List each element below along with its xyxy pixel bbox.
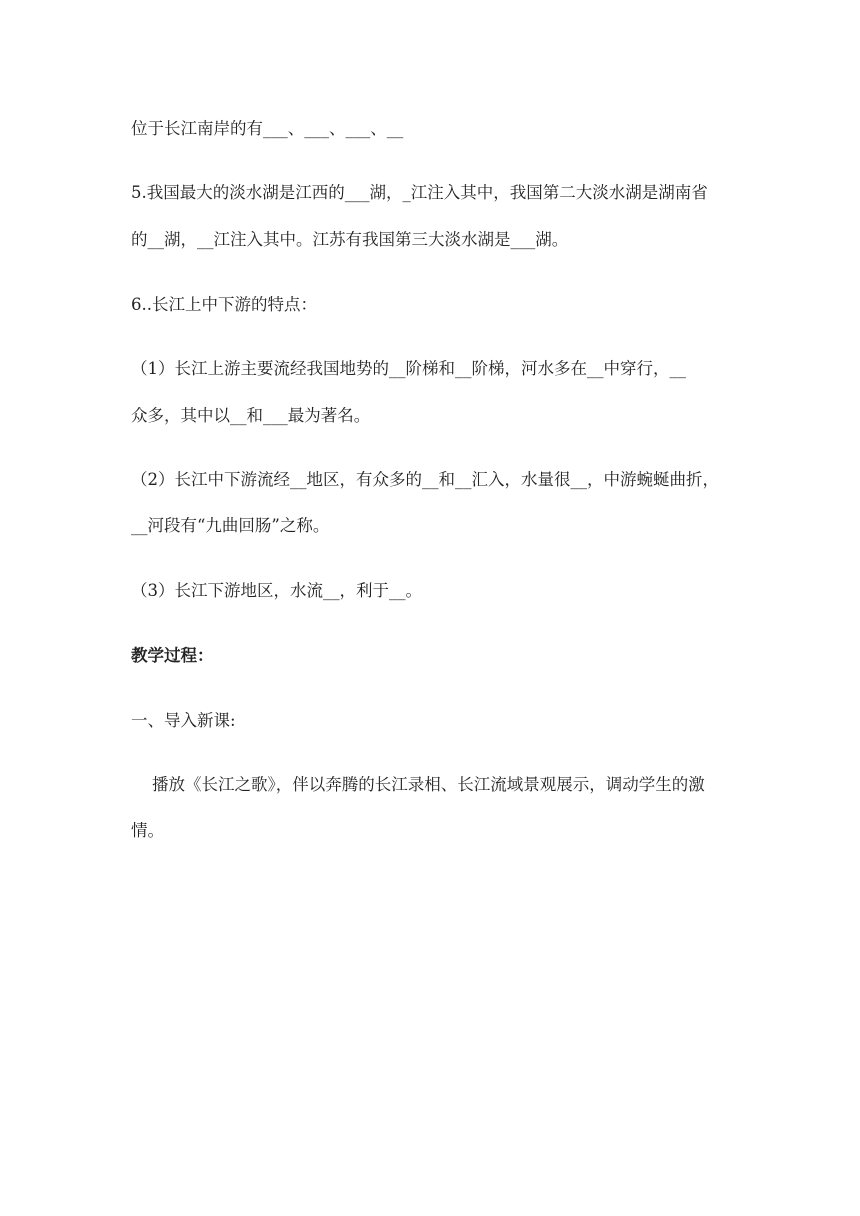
text-line-q6-1-part2: 众多，其中以__和___最为著名。 — [131, 406, 371, 425]
subheading-intro: 一、导入新课: — [131, 711, 236, 730]
text-line-q6-2-part1: （2）长江中下游流经__地区，有众多的__和__汇入，水量很__，中游蜿蜒曲折， — [131, 470, 719, 489]
text-line-south-bank: 位于长江南岸的有___、___、___、__ — [131, 119, 404, 138]
text-line-q5-part2: 的__湖，__江注入其中。江苏有我国第三大淡水湖是___湖。 — [131, 230, 569, 249]
text-line-q6-1-part1: （1）长江上游主要流经我国地势的__阶梯和__阶梯，河水多在__中穿行，__ — [131, 359, 686, 378]
text-line-q6-heading: 6..长江上中下游的特点： — [131, 295, 317, 314]
paragraph-intro-part2: 情。 — [131, 821, 164, 840]
text-line-q6-3: （3）长江下游地区，水流__，利于__。 — [131, 581, 422, 600]
section-heading-teaching-process: 教学过程： — [131, 646, 214, 665]
text-line-q5-part1: 5.我国最大的淡水湖是江西的___湖，_江注入其中，我国第二大淡水湖是湖南省 — [131, 183, 708, 202]
text-line-q6-2-part2: __河段有“九曲回肠”之称。 — [131, 516, 330, 535]
paragraph-intro-part1: 播放《长江之歌》，伴以奔腾的长江录相、长江流域景观展示，调动学生的激 — [131, 775, 705, 794]
